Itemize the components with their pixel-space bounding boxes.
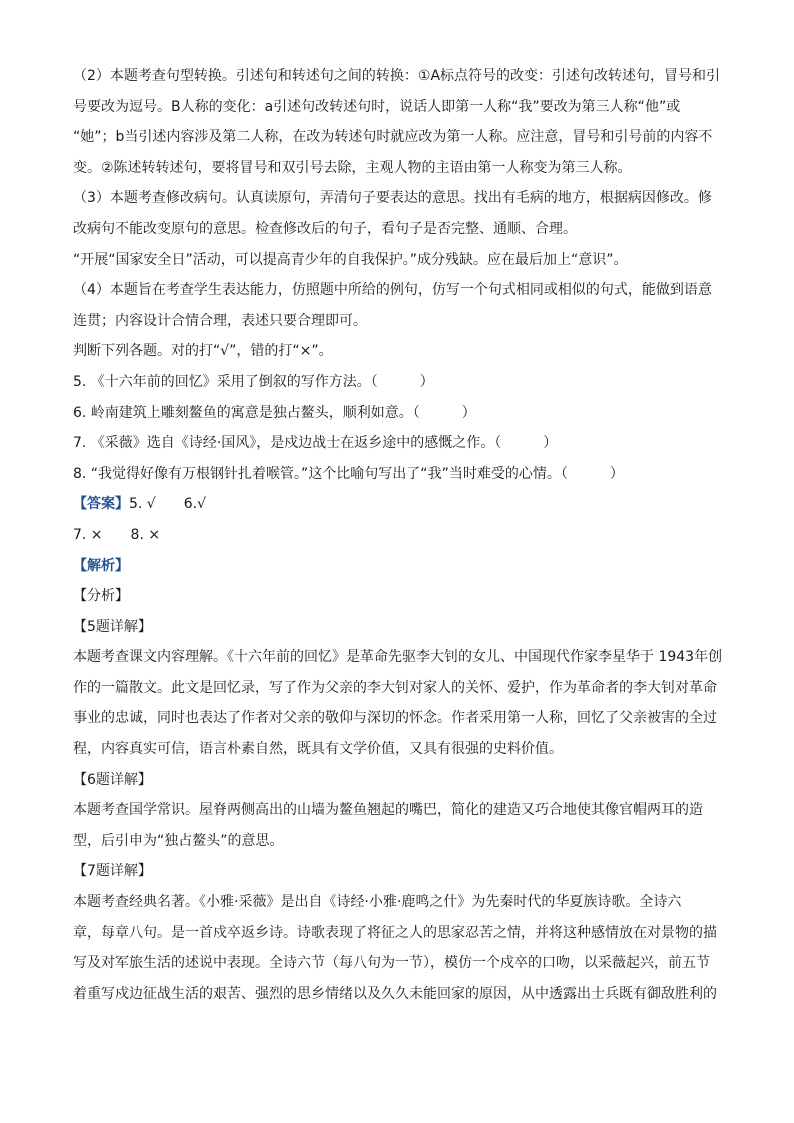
fenxi-label: 【分析】: [73, 588, 129, 605]
text-line-q4-1: （4）本题旨在考查学生表达能力，仿照题中所给的例句，仿写一个句式相同或相似的句式，能做到语意: [73, 282, 712, 299]
q7-line-1: 本题考查经典名著。《小雅·采薇》是出自《诗经·小雅·鹿鸣之什》为先秦时代的华夏族诗歌。全诗六: [73, 894, 682, 911]
q5-line-1: 本题考查课文内容理解。《十六年前的回忆》是革命先驱李大钊的女儿、中国现代作家李星华于 1943年创: [73, 649, 723, 666]
q7-line-3: 写及对军旅生活的述说中表现。全诗六节（每八句为一节），模仿一个戍卒的口吻，以采薇起兴，前五节: [73, 955, 710, 972]
answer-label: 【答案】: [73, 496, 129, 513]
text-line-q2-3: “她”；b当引述内容涉及第二人称，在改为转述句时就应改为第一人称。应注意，冒号和引号前的内容不: [73, 129, 713, 146]
q5-line-3: 事业的忠诚，同时也表达了作者对父亲的敬仰与深切的怀念。作者采用第一人称，回忆了父亲被害的全过: [73, 710, 717, 727]
q7-line-2: 章，每章八句。是一首戍卒返乡诗。诗歌表现了将征之人的思家忍苦之情，并将这种感情放在对景物的描: [73, 924, 717, 941]
judge-instruction: 判断下列各题。对的打“√”，错的打“×”。: [73, 343, 333, 360]
text-line-q3-2: 改病句不能改变原句的意思。检查修改后的句子，看句子是否完整、通顺、合理。: [73, 220, 577, 237]
analysis-label: [73, 556, 725, 576]
q5-line-2: 作的一篇散文。此文是回忆录，写了作为父亲的李大钊对家人的关怀、爱护，作为革命者的李大钊对革命: [73, 679, 717, 696]
answer-values-1: 5. √ 6.√: [129, 496, 207, 513]
q7-line-4: 着重写戍边征战生活的艰苦、强烈的思乡情绪以及久久未能回家的原因，从中透露出士兵既有御敌胜利的: [73, 985, 717, 1002]
judge-item-7: 7. 《采薇》选自《诗经·国风》，是戍边战士在返乡途中的感慨之作。（ ）: [73, 435, 558, 452]
q7-label: 【7题详解】: [73, 863, 152, 880]
text-line-q3-3: “开展“国家安全日”活动，可以提高青少年的自我保护。”成分残缺。应在最后加上“意识”。: [73, 251, 628, 268]
q5-line-4: 程，内容真实可信，语言朴素自然，既具有文学价值，又具有很强的史料价值。: [73, 741, 563, 758]
q5-label: 【5题详解】: [73, 618, 152, 635]
q6-line-1: 本题考查国学常识。屋脊两侧高出的山墙为鳌鱼翘起的嘴巴，简化的建造又巧合地使其像官帽两耳的造: [73, 802, 703, 819]
document-page: [73, 66, 725, 1014]
q6-line-2: 型，后引申为“独占鳌头”的意思。: [73, 832, 284, 849]
judge-item-6: 6. 岭南建筑上雕刻鳌鱼的寓意是独占鳌头，顺利如意。（ ）: [73, 404, 476, 421]
text-line-q3-1: （3）本题考查修改病句。认真读原句，弄清句子要表达的意思。找出有毛病的地方，根据病因修改。修: [73, 190, 712, 207]
q6-label: 【6题详解】: [73, 771, 152, 788]
judge-item-5: 5. 《十六年前的回忆》采用了倒叙的写作方法。（ ）: [73, 373, 434, 390]
text-line-q4-2: 连贯；内容设计合情合理，表述只要合理即可。: [73, 312, 367, 329]
judge-item-8: 8. “我觉得好像有万根钢针扎着喉管。”这个比喻句写出了“我”当时难受的心情。（ ）: [73, 465, 624, 482]
jiexi-label: 【解析】: [73, 557, 129, 574]
answer-line-1: [73, 494, 725, 514]
text-line-q2-2: 号要改为逗号。B人称的变化：a引述句改转述句时，说话人即第一人称“我”要改为第三人称“他”或: [73, 98, 681, 115]
text-line-q2-4: 变。②陈述转转述句，要将冒号和双引号去除，主观人物的主语由第一人称变为第三人称。: [73, 159, 632, 176]
text-line-q2-1: （2）本题考查句型转换。引述句和转述句之间的转换：①A标点符号的改变：引述句改转述句，冒号和引: [73, 68, 721, 84]
answer-values-2: 7. × 8. ×: [73, 526, 161, 543]
